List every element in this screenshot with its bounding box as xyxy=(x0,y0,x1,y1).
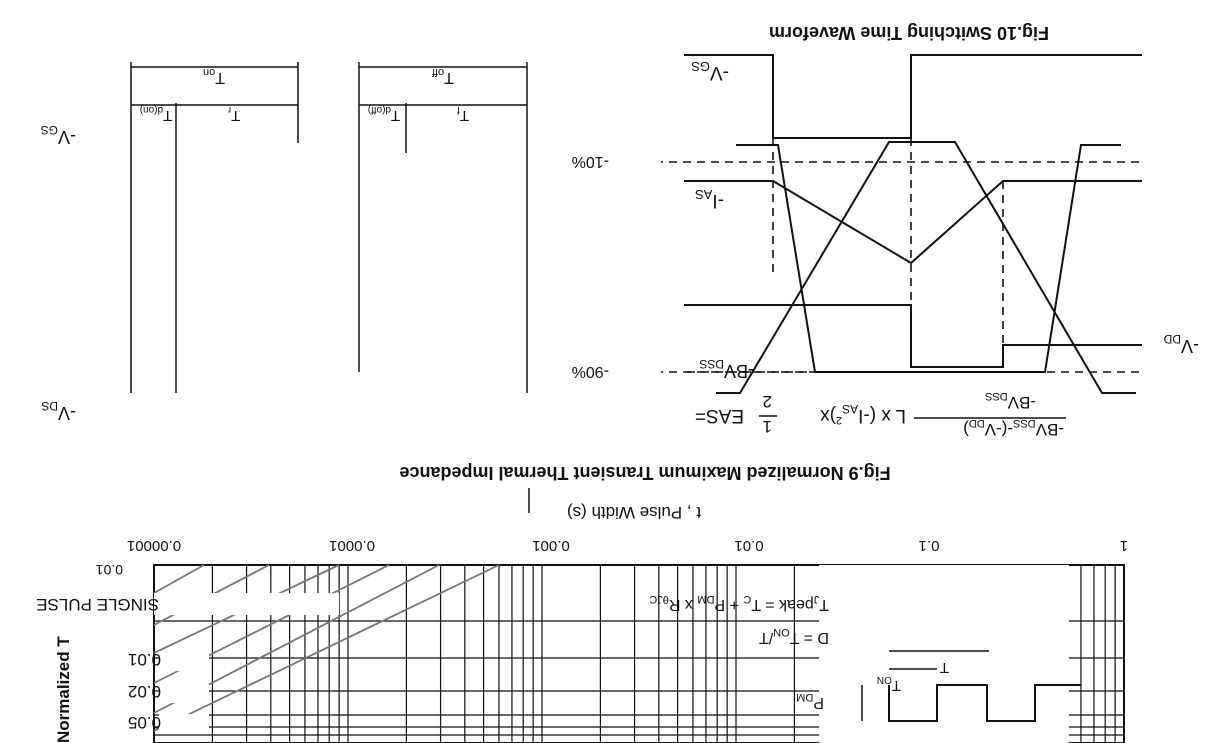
td-off-label: $T_{d(off)}$ xyxy=(367,104,401,124)
eas-frac-den: $-BV_{DSS}$ xyxy=(985,390,1036,412)
curve-0.2 xyxy=(154,565,499,731)
avalanche-vdd-label: $-V_{DD}$ xyxy=(1163,332,1199,356)
switch-vgs-label: $-V_{GS}$ xyxy=(40,123,76,147)
pct10-label: -10% xyxy=(571,153,609,170)
avalanche-vgs-waveform xyxy=(684,55,1142,138)
xtick-1e-4: 0.0001 xyxy=(329,537,375,554)
thermal-xticks xyxy=(127,537,1128,554)
switching-waveform-figure xyxy=(41,23,1139,513)
thermal-inset xyxy=(649,565,1081,743)
curve-label-0.05: 0.05 xyxy=(127,713,161,732)
switching-title: Fig.10 Switching Time Waveform xyxy=(768,23,1050,43)
eas-den: 2 xyxy=(762,392,772,411)
duty-equation: $D = T_{ON}/T$ xyxy=(759,626,829,646)
thermal-title: Fig.9 Normalized Maximum Transient Thermal Impedance xyxy=(399,463,891,483)
curve-single xyxy=(154,565,204,593)
toff-label: $T_{off}$ xyxy=(432,66,454,86)
avalanche-ias-label: $-I_{AS}$ xyxy=(695,187,724,211)
xtick-1e-3: 0.001 xyxy=(532,537,570,554)
ton-label: $T_{on}$ xyxy=(202,66,226,86)
tj-equation: $T_Jpeak = T_C + P_{DM}$ x $R_{\theta JC}$ xyxy=(649,593,829,613)
inset-ton-label: $T_{ON}$ xyxy=(876,674,901,694)
avalanche-bvdss-label: $-BV_{DSS}$ xyxy=(699,357,754,381)
ytick-top: 0.01 xyxy=(95,562,123,578)
thermal-impedance-figure xyxy=(36,463,1128,743)
eas-frac-num: $-BV_{DSS}-(-V_{DD})$ xyxy=(963,417,1064,439)
xtick-1: 1 xyxy=(1119,537,1129,554)
xtick-1e-2: 0.01 xyxy=(734,537,764,554)
avalanche-vds-waveform xyxy=(684,305,1142,367)
xtick-1e-5: 0.00001 xyxy=(126,537,182,554)
xtick-1e-1: 0.1 xyxy=(918,537,940,554)
curve-label-0.01: 0.01 xyxy=(127,650,161,669)
avalanche-vgs-label: $-V_{GS}$ xyxy=(691,59,729,83)
tf-label: $T_f$ xyxy=(457,104,469,124)
curve-labels xyxy=(128,650,209,734)
eas-left: EAS= xyxy=(694,405,744,426)
thermal-xlabel: t , Pulse Width (s) xyxy=(566,503,702,522)
td-on-label: $T_{d(on)}$ xyxy=(139,104,173,124)
eas-num: 1 xyxy=(762,417,772,436)
pct90-label: -90% xyxy=(571,363,609,380)
inset-pdm-label: $P_{DM}$ xyxy=(796,691,824,711)
thermal-curves xyxy=(154,565,499,731)
switch-vds-label: $-V_{DS}$ xyxy=(41,399,76,423)
avalanche-waveform-figure xyxy=(684,55,1199,439)
eas-equation xyxy=(695,390,1066,439)
inset-t-label: T xyxy=(939,659,949,676)
eas-mid: L x ($-I_{AS}$ $^2$)x xyxy=(820,402,906,426)
tr-label: $T_r$ xyxy=(227,104,241,124)
single-pulse-label: SINGLE PULSE xyxy=(36,595,159,614)
thermal-ylabel: Normalized T xyxy=(54,636,73,743)
vgs-waveform xyxy=(736,145,1121,372)
vds-waveform xyxy=(716,142,1136,393)
curve-label-0.02: 0.02 xyxy=(127,682,161,701)
single-pulse-box xyxy=(154,593,339,615)
